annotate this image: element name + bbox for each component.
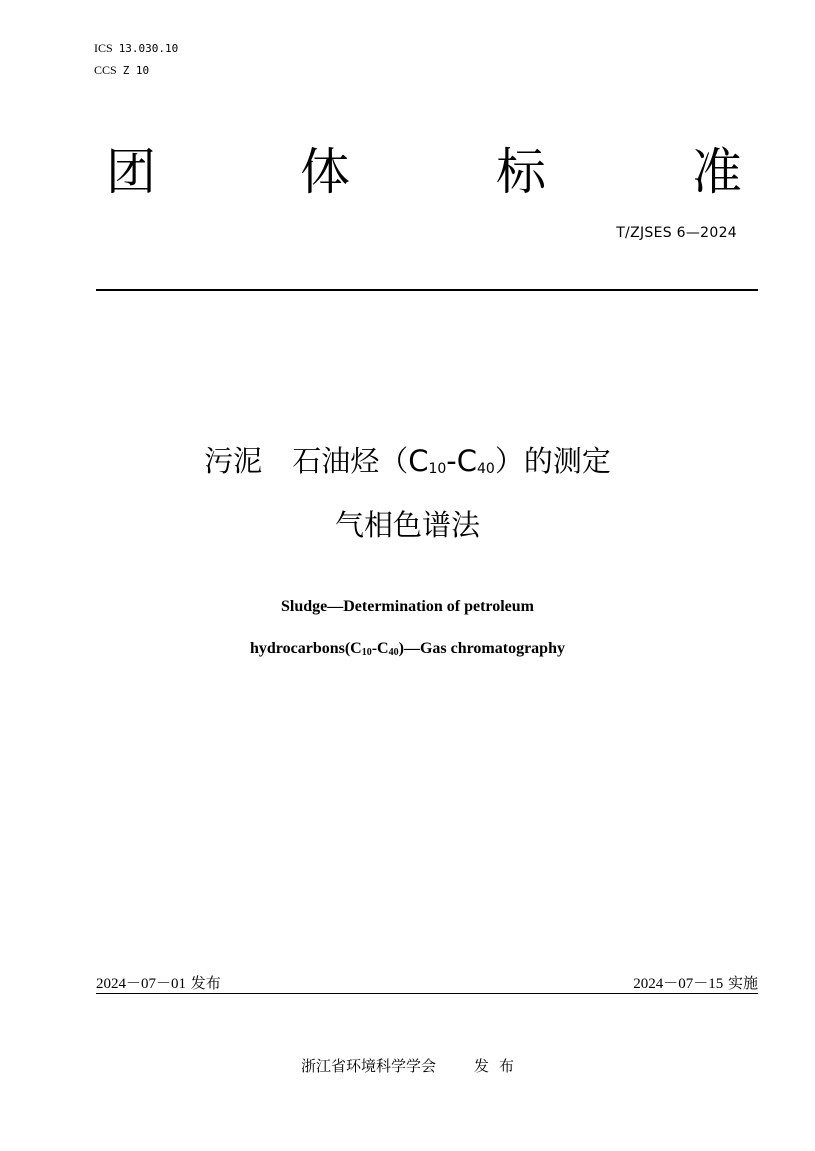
issuer-action-2: 布: [499, 1057, 515, 1075]
implement-date-value: 2024－07－15: [633, 976, 724, 992]
title-cn-part2: 石油烃（C: [292, 444, 429, 478]
publish-date-value: 2024－07－01: [96, 976, 187, 992]
title-cn-sub2: 40: [476, 461, 495, 477]
english-title-line-2: [0, 640, 815, 658]
standard-type-char-3: 标: [496, 143, 546, 201]
title-en-sub1: 10: [361, 647, 372, 658]
title-cn-sub1: 10: [428, 461, 447, 477]
chinese-title-line-2: 气相色谱法: [334, 508, 480, 542]
ics-code: 13.030.10: [118, 42, 179, 55]
standard-type-char-1: 团: [106, 143, 156, 201]
ccs-label: CCS: [94, 63, 117, 77]
english-title-line-1: Sludge—Determination of petroleum: [280, 598, 534, 615]
implement-date: [633, 972, 758, 993]
standard-type-char-2: 体: [300, 143, 350, 201]
standard-type-char-4: 准: [692, 143, 742, 201]
chinese-title-line-1: [0, 441, 815, 489]
ccs-code: Z 10: [122, 64, 150, 77]
title-en-a: hydrocarbons(C: [250, 640, 362, 657]
issuer-name: 浙江省环境科学学会: [300, 1057, 436, 1075]
header-divider: [96, 289, 758, 291]
issuer-action-1: 发: [473, 1057, 489, 1075]
ics-label: ICS: [94, 41, 113, 55]
title-cn-dash: -C: [446, 444, 477, 478]
title-cn-part3: ）的测定: [494, 444, 611, 478]
title-en-c: )—Gas chromatography: [398, 640, 565, 657]
ccs-classification: [94, 62, 149, 79]
title-cn-part1: 污泥: [204, 444, 263, 478]
publish-label: 发布: [190, 974, 221, 992]
implement-label: 实施: [727, 974, 758, 992]
title-en-b: -C: [371, 640, 389, 657]
footer-divider: [96, 993, 758, 994]
ics-classification: [94, 40, 178, 57]
title-en-sub2: 40: [388, 647, 399, 658]
standard-number: T/ZJSES 6—2024: [616, 225, 737, 241]
issuer: [0, 1055, 815, 1076]
publish-date: [96, 972, 221, 993]
